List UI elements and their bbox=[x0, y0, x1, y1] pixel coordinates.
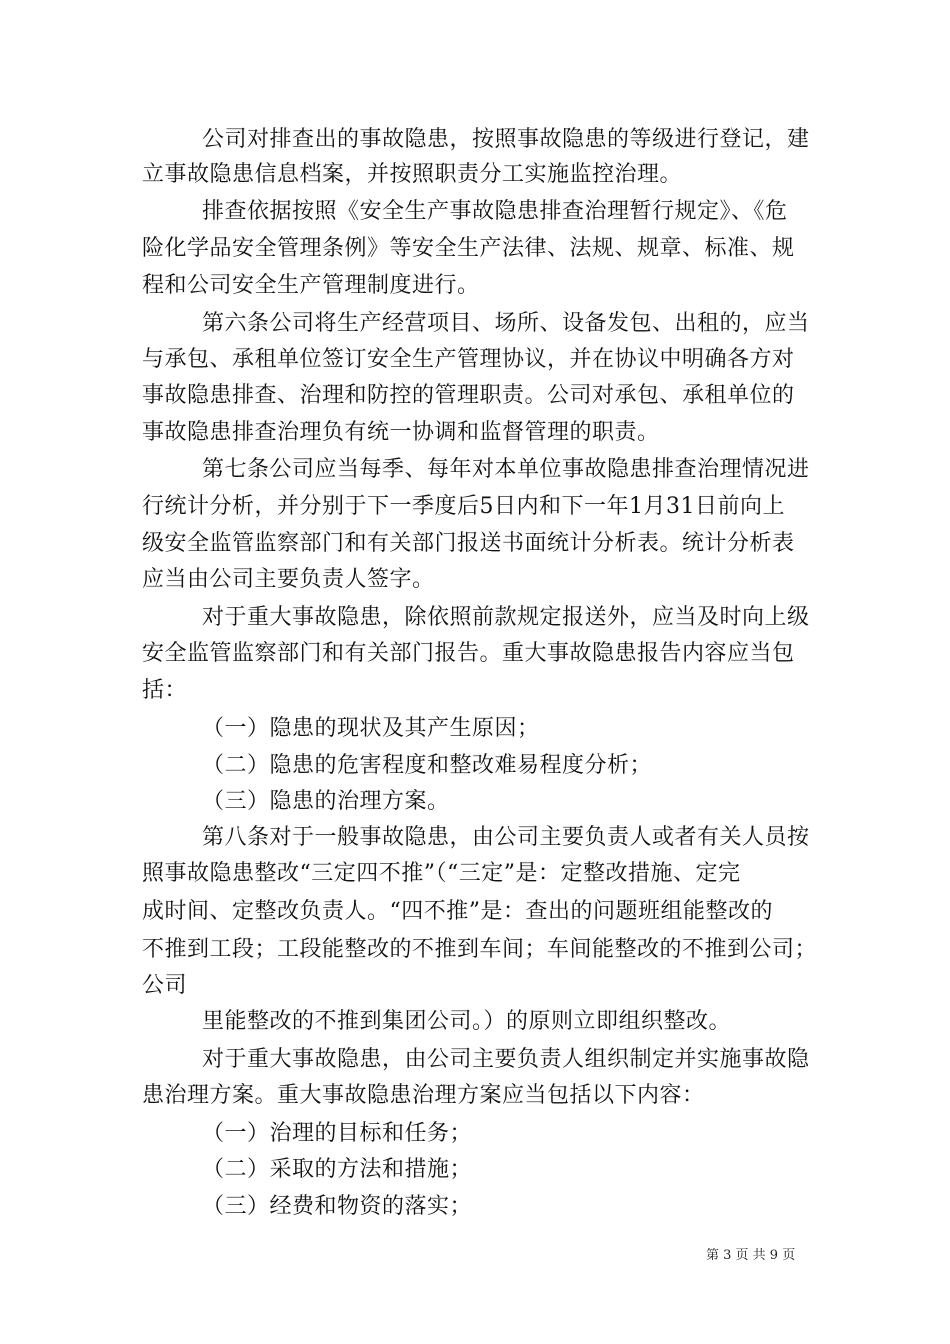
paragraph-line: 公司对排查出的事故隐患，按照事故隐患的等级进行登记，建 bbox=[202, 127, 810, 152]
paragraph-line: 险化学品安全管理条例》等安全生产法律、法规、规章、标准、规 bbox=[142, 236, 795, 261]
list-item: （二）隐患的危害程度和整改难易程度分析； bbox=[202, 753, 653, 778]
paragraph-line: 安全监管监察部门和有关部门报告。重大事故隐患报告内容应当包 bbox=[142, 641, 795, 666]
paragraph-line: 里能整改的不推到集团公司。）的原则立即组织整改。 bbox=[202, 1009, 732, 1034]
list-item: （一）隐患的现状及其产生原因； bbox=[202, 716, 540, 741]
paragraph-line: 不推到工段；工段能整改的不推到车间；车间能整改的不推到公司； bbox=[142, 937, 818, 962]
paragraph-line: 行统计分析，并分别于下一季度后5日内和下一年1月31日前向上 bbox=[142, 494, 785, 519]
paragraph-line: 对于重大事故隐患，除依照前款规定报送外，应当及时向上级 bbox=[202, 605, 810, 630]
paragraph-line: 程和公司安全生产管理制度进行。 bbox=[142, 273, 480, 298]
paragraph-line: 排查依据按照《安全生产事故隐患排查治理暂行规定》、《危 bbox=[202, 199, 788, 224]
paragraph-line: 对于重大事故隐患，由公司主要负责人组织制定并实施事故隐 bbox=[202, 1047, 810, 1072]
paragraph-line: 事故隐患排查、治理和防控的管理职责。公司对承包、承租单位的 bbox=[142, 383, 795, 408]
paragraph-line: 应当由公司主要负责人签字。 bbox=[142, 567, 435, 592]
paragraph-line: 照事故隐患整改“三定四不推”（“三定”是：定整改措施、定完 bbox=[142, 861, 741, 886]
list-item: （二）采取的方法和措施； bbox=[202, 1157, 473, 1182]
paragraph-line: 第七条公司应当每季、每年对本单位事故隐患排查治理情况进 bbox=[202, 457, 810, 482]
list-item: （三）经费和物资的落实； bbox=[202, 1194, 473, 1219]
paragraph-line: 患治理方案。重大事故隐患治理方案应当包括以下内容： bbox=[142, 1083, 705, 1108]
paragraph-line: 级安全监管监察部门和有关部门报送书面统计分析表。统计分析表 bbox=[142, 531, 795, 556]
paragraph-line: 括： bbox=[142, 678, 188, 703]
list-item: （一）治理的目标和任务； bbox=[202, 1121, 473, 1146]
paragraph-line: 公司 bbox=[142, 973, 188, 998]
paragraph-line: 立事故隐患信息档案，并按照职责分工实施监控治理。 bbox=[142, 162, 683, 187]
paragraph-line: 第八条对于一般事故隐患，由公司主要负责人或者有关人员按 bbox=[202, 825, 810, 850]
paragraph-line: 事故隐患排查治理负有统一协调和监督管理的职责。 bbox=[142, 420, 660, 445]
paragraph-line: 第六条公司将生产经营项目、场所、设备发包、出租的，应当 bbox=[202, 311, 810, 336]
page-number-footer: 第 3 页 共 9 页 bbox=[706, 1248, 796, 1263]
paragraph-line: 成时间、定整改负责人。“四不推”是：查出的问题班组能整改的 bbox=[142, 899, 773, 924]
paragraph-line: 与承包、承租单位签订安全生产管理协议，并在协议中明确各方对 bbox=[142, 347, 795, 372]
list-item: （三）隐患的治理方案。 bbox=[202, 789, 450, 814]
